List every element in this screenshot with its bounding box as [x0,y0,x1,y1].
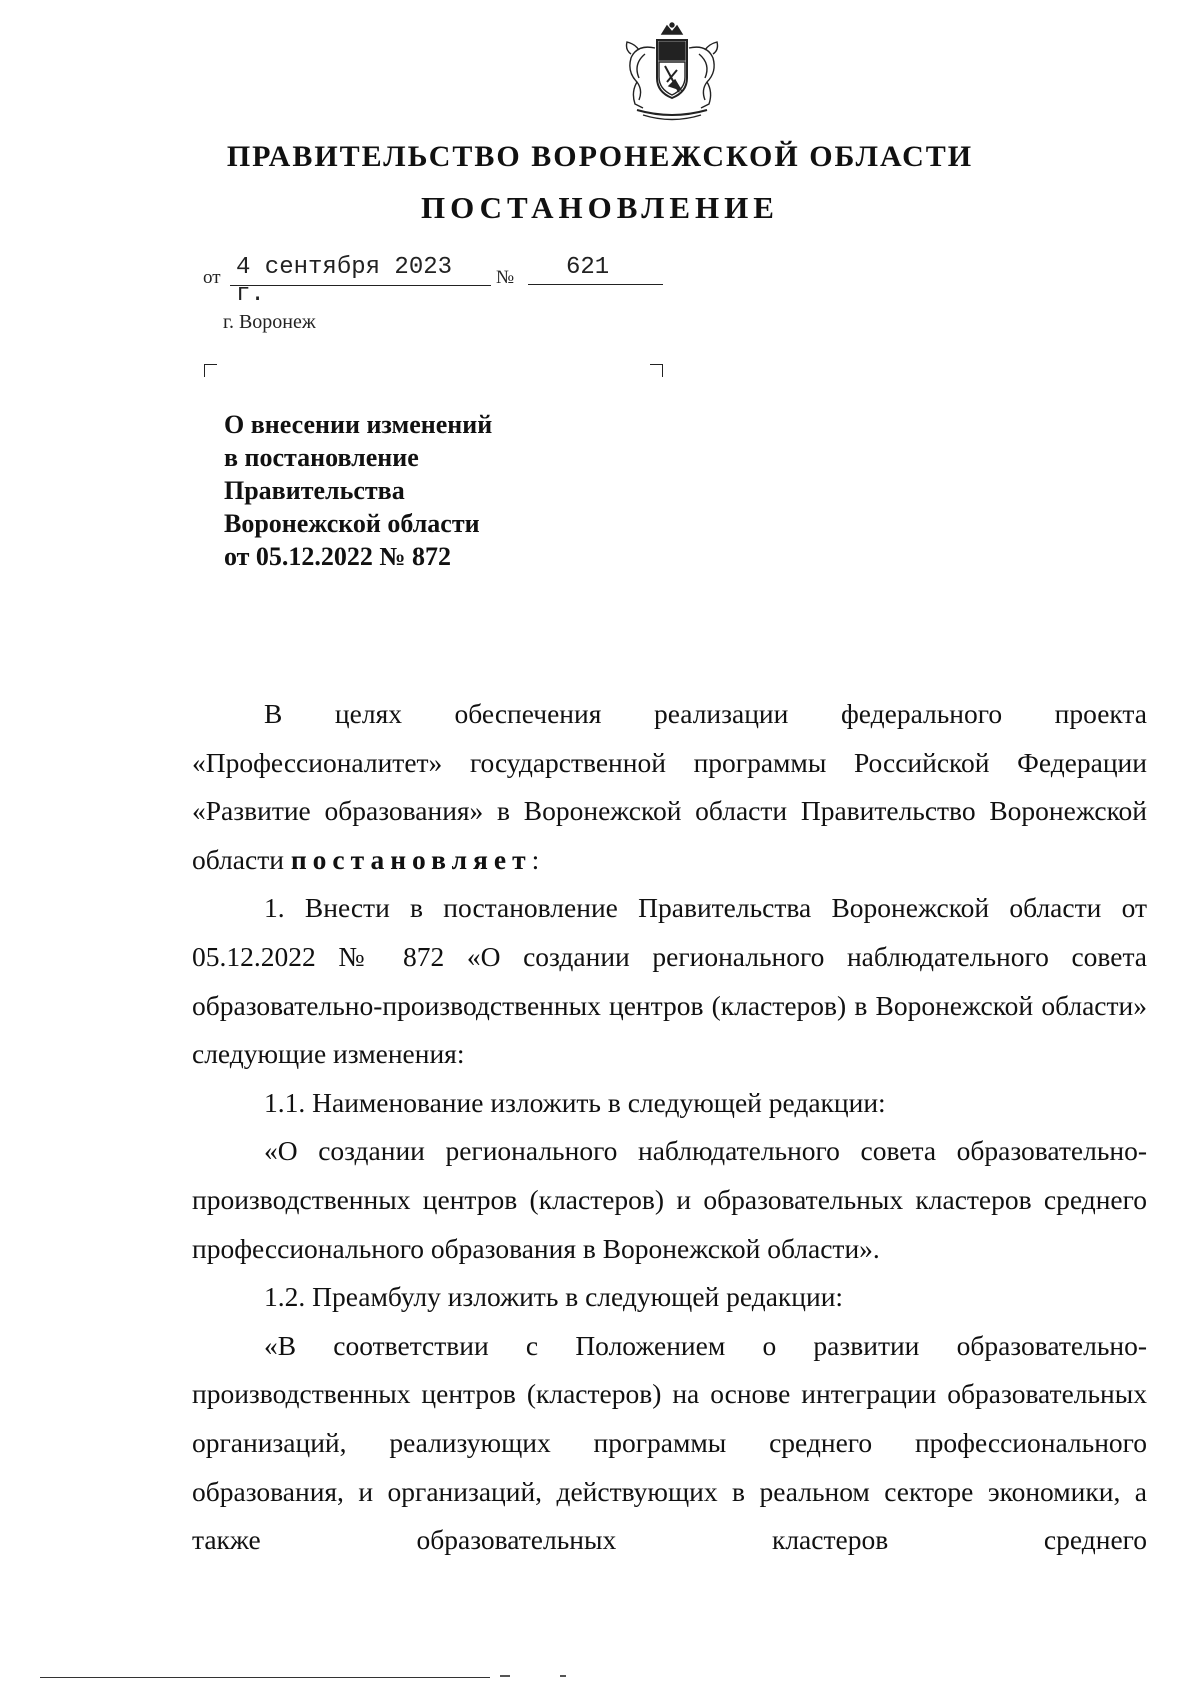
number-sign: № [496,267,515,288]
bracket-corner-left [204,364,217,377]
preamble-end: : [531,843,540,875]
preamble-paragraph [192,690,1147,884]
document-body [192,690,1147,1565]
clause-1-2-text: «В соответствии с Положением о развитии образовательно-производственных центров (кластеров) на основе интеграции образовательных организаций, реализующих программы среднего профессионального образования, и организаций, действующих в реальном секторе экономики, а также образовательных кластеров среднего [192,1329,1147,1556]
footer-mark [560,1675,566,1677]
preamble-text: В целях обеспечения реализации федерального проекта «Профессионалитет» государственной программы Российской Федерации «Развитие образования» в Воронежской области Правительство Воронежской области [192,698,1147,875]
document-type-title: ПОСТАНОВЛЕНИЕ [421,190,779,225]
clause-1-1-text: «О создании регионального наблюдательного совета образовательно-производственных центров (кластеров) и образовательных кластеров среднего профессионального образования в Воронежской области». [192,1135,1147,1264]
resolves-word: постановляет [290,843,532,875]
coat-of-arms-icon [615,20,730,125]
subject-line: в постановление [224,443,419,472]
bracket-corner-right [650,364,663,377]
subject-line: Правительства [224,476,405,505]
document-number: 621 [528,254,663,285]
footer-rule [40,1677,490,1678]
clause-1-1: 1.1. Наименование изложить в следующей редакции: [264,1086,886,1118]
footer-mark [500,1675,510,1677]
government-title: ПРАВИТЕЛЬСТВО ВОРОНЕЖСКОЙ ОБЛАСТИ [226,140,974,173]
document-date: 4 сентября 2023 г. [230,254,491,286]
clause-1: 1. Внести в постановление Правительства Воронежской области от 05.12.2022 № 872 «О создании регионального наблюдательного совета образовательно-производственных центров (кластеров) в Воронежской области» следующие изменения: [192,892,1147,1070]
date-prefix: от [203,267,221,288]
date-number-line [203,254,673,308]
subject-line: О внесении изменений [224,410,493,439]
city: г. Воронеж [223,311,316,333]
subject-line: от 05.12.2022 № 872 [224,542,452,571]
document-subject [224,408,492,573]
subject-line: Воронежской области [224,509,480,538]
clause-1-2: 1.2. Преамбулу изложить в следующей редакции: [264,1281,844,1313]
